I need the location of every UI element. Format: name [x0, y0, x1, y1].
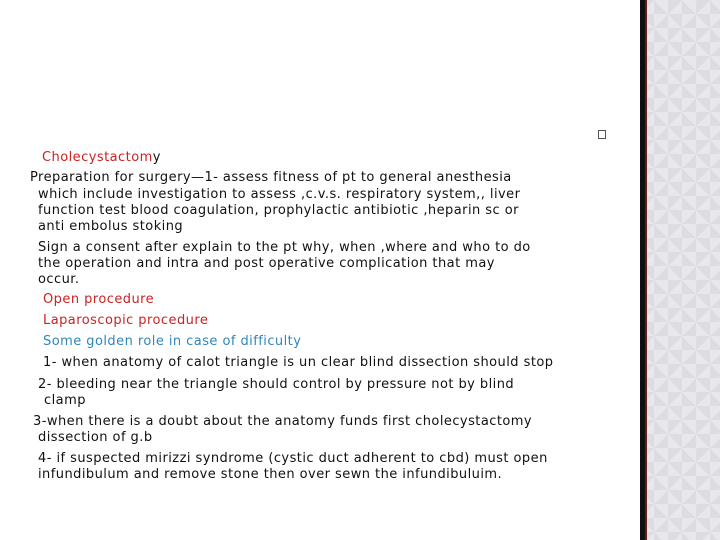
preparation-line-1: Preparation for surgery—1- assess fitness of pt to general anesthesia: [30, 170, 512, 185]
slide-title: [42, 150, 161, 166]
rule-3-line-2: dissection of g.b: [38, 430, 153, 445]
sidebar-edge-accent: [645, 0, 647, 540]
open-procedure-heading: Open procedure: [43, 292, 155, 307]
consent-line-1: Sign a consent after explain to the pt why, when ,where and who to do: [38, 240, 531, 255]
rule-4-line-2: infundibulum and remove stone then over sewn the infundibuluim.: [38, 467, 503, 482]
consent-line-3: occur.: [38, 272, 80, 287]
title-text: [42, 150, 161, 165]
golden-rules-heading: Some golden role in case of difficulty: [43, 334, 302, 349]
rule-1-line: 1- when anatomy of calot triangle is un clear blind dissection should stop: [43, 355, 554, 370]
rule-2-line-2: clamp: [44, 393, 86, 408]
rule-3-line-1: 3-when there is a doubt about the anatomy funds first cholecystactomy: [33, 414, 533, 429]
rule-4-line-1: 4- if suspected mirizzi syndrome (cystic duct adherent to cbd) must open: [38, 451, 548, 466]
preparation-line-3: function test blood coagulation, prophylactic antibiotic ,heparin sc or: [38, 203, 519, 218]
preparation-line-4: anti embolus stoking: [38, 219, 184, 234]
title-text-last-letter: y: [152, 150, 161, 165]
square-bullet-icon: [598, 130, 606, 139]
consent-line-2: the operation and intra and post operative complication that may: [38, 256, 495, 271]
title-text-red: Cholecystactom: [42, 150, 153, 165]
preparation-line-2: which include investigation to assess ,c.v.s. respiratory system,, liver: [38, 187, 521, 202]
decorative-sidebar: [640, 0, 720, 540]
laparoscopic-procedure-heading: Laparoscopic procedure: [43, 313, 209, 328]
rule-2-line-1: 2- bleeding near the triangle should control by pressure not by blind: [38, 377, 515, 392]
